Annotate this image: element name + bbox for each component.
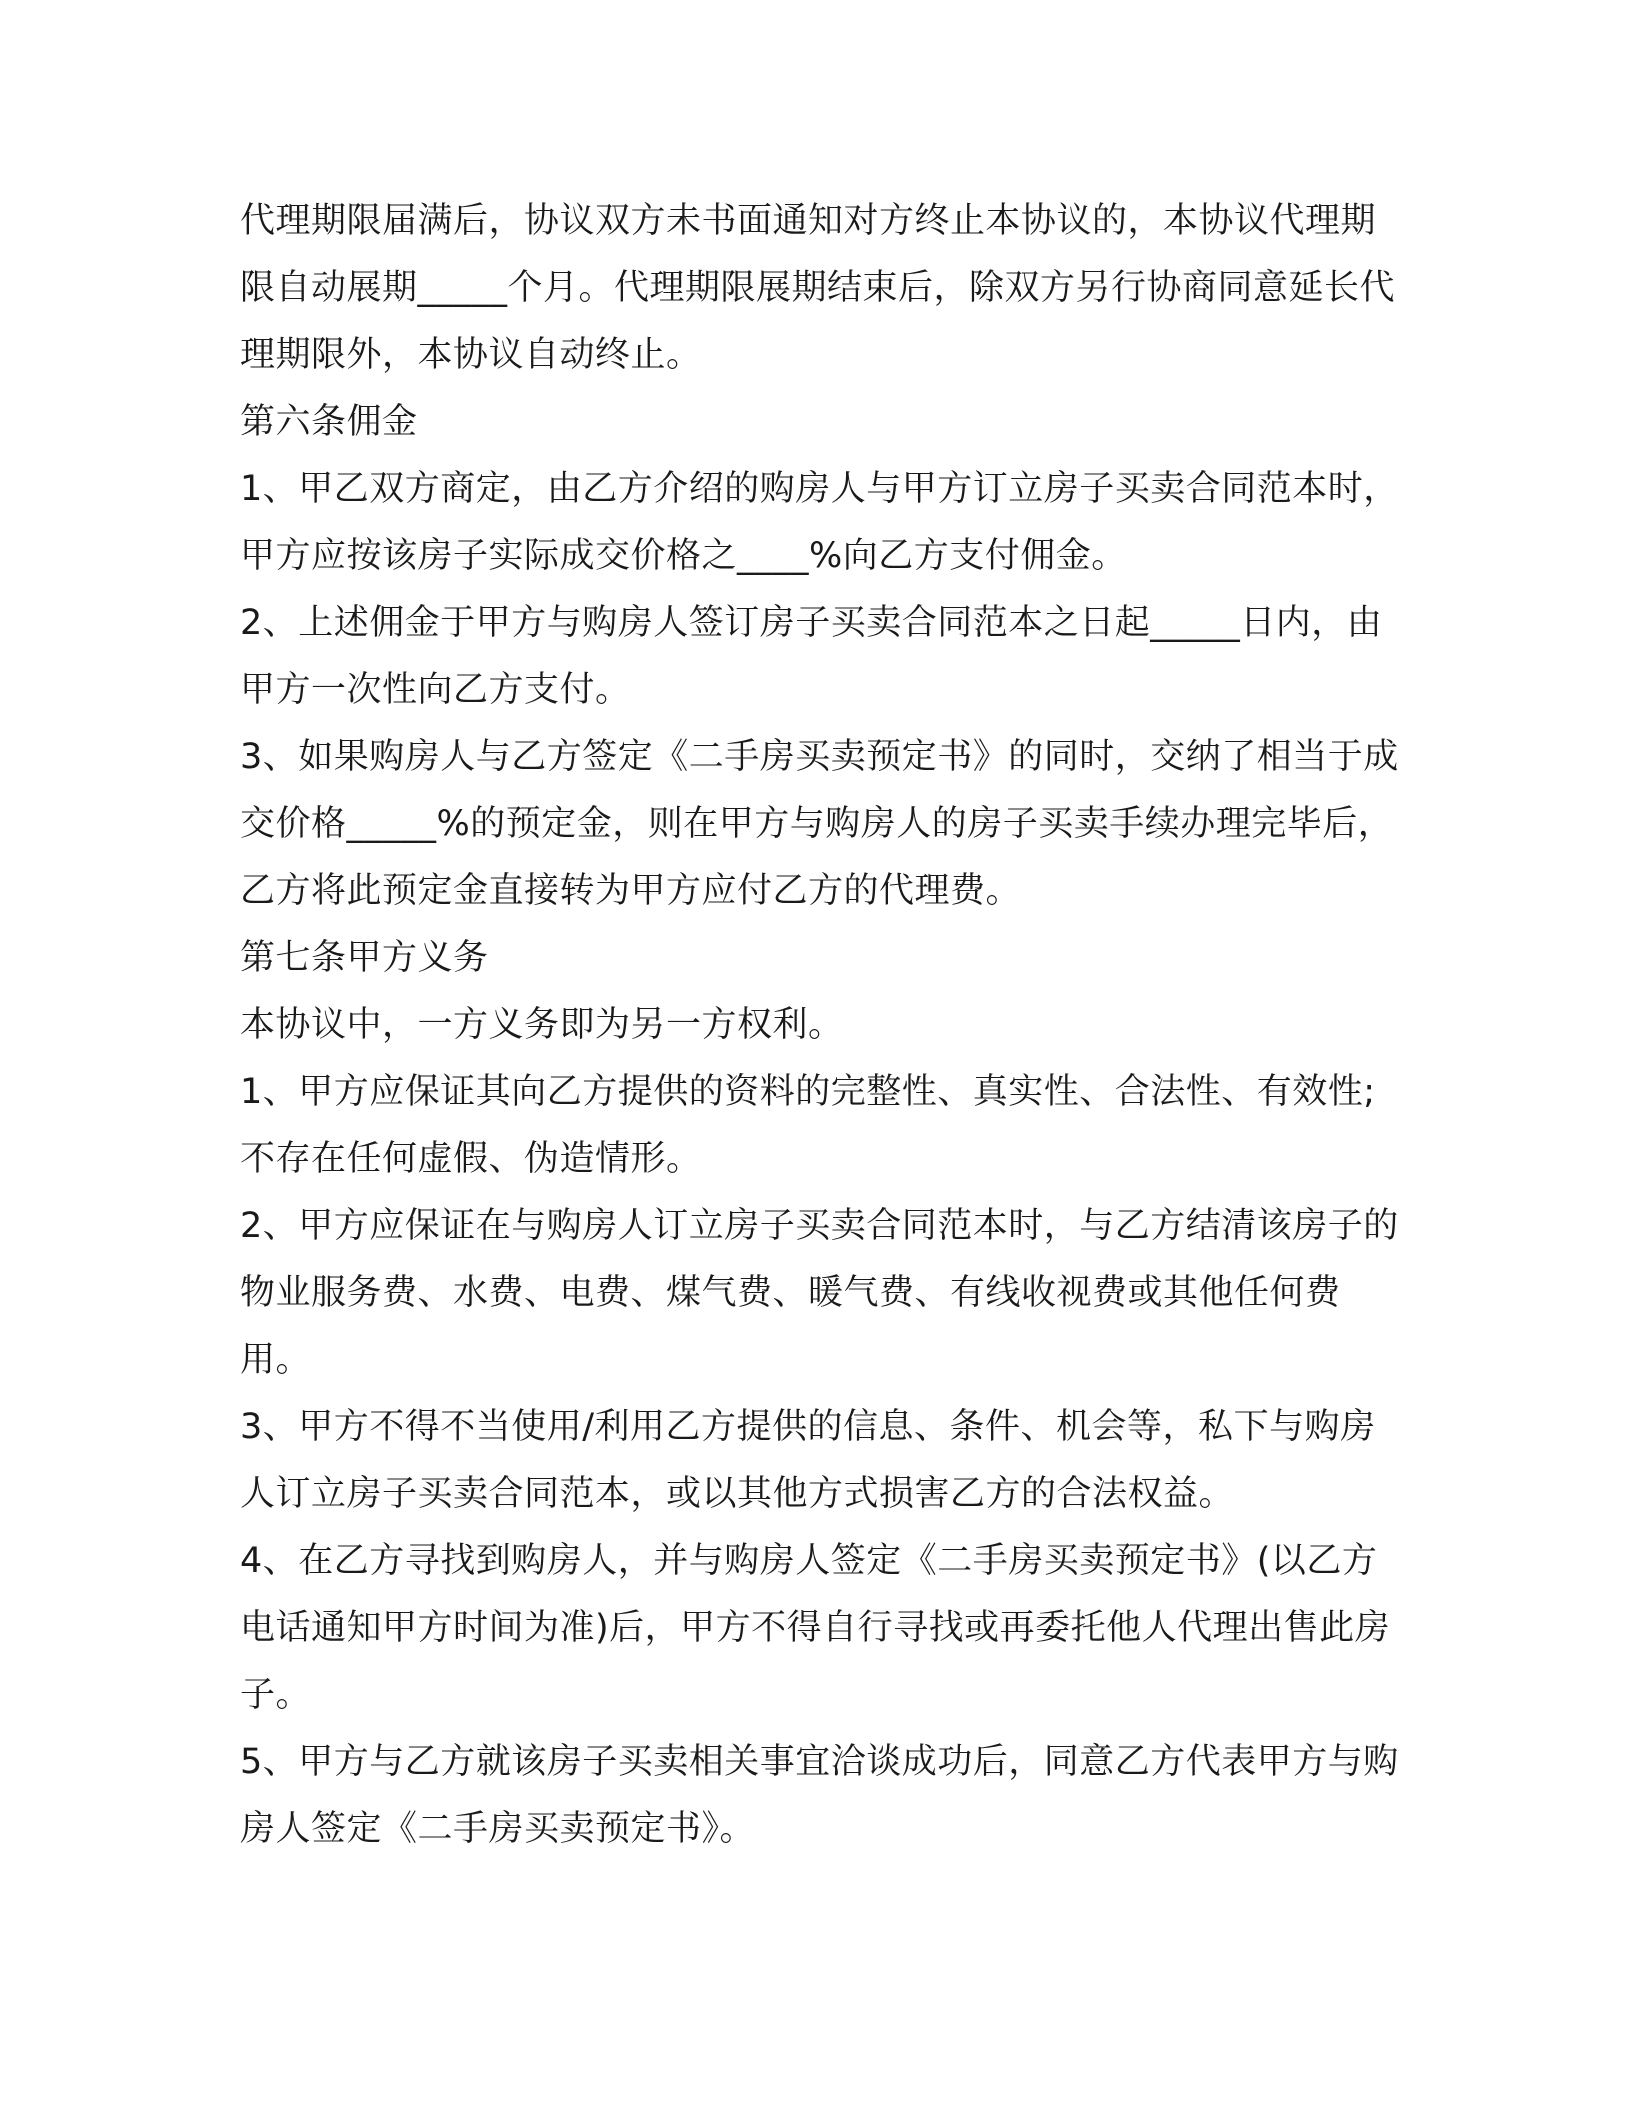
paragraph-obligation-4: 4、在乙方寻找到购房人，并与购房人签定《二手房买卖预定书》(以乙方电话通知甲方时间为准)后，甲方不得自行寻找或再委托他人代理出售此房子。 bbox=[240, 1541, 1391, 1715]
paragraph-obligation-3: 3、甲方不得不当使用/利用乙方提供的信息、条件、机会等，私下与购房人订立房子买卖合同范本，或以其他方式损害乙方的合法权益。 bbox=[240, 1407, 1376, 1514]
paragraph-obligation-2: 2、甲方应保证在与购房人订立房子买卖合同范本时，与乙方结清该房子的物业服务费、水费、电费、煤气费、暖气费、有线收视费或其他任何费用。 bbox=[240, 1206, 1399, 1380]
heading-article-7: 第七条甲方义务 bbox=[240, 938, 489, 978]
paragraph-term-renewal: 代理期限届满后，协议双方未书面通知对方终止本协议的，本协议代理期限自动展期_____个月。代理期限展期结束后，除双方另行协商同意延长代理期限外，本协议自动终止。 bbox=[240, 201, 1396, 375]
paragraph-obligation-5: 5、甲方与乙方就该房子买卖相关事宜洽谈成功后，同意乙方代表甲方与购房人签定《二手房买卖预定书》。 bbox=[240, 1742, 1399, 1849]
paragraph-commission-3: 3、如果购房人与乙方签定《二手房买卖预定书》的同时，交纳了相当于成交价格_____%的预定金，则在甲方与购房人的房子买卖手续办理完毕后，乙方将此预定金直接转为甲方应付乙方的代理费。 bbox=[240, 737, 1399, 911]
paragraph-obligation-intro: 本协议中，一方义务即为另一方权利。 bbox=[240, 1005, 844, 1045]
heading-article-6: 第六条佣金 bbox=[240, 402, 418, 442]
paragraph-commission-2: 2、上述佣金于甲方与购房人签订房子买卖合同范本之日起_____日内，由甲方一次性向乙方支付。 bbox=[240, 603, 1383, 710]
document-body bbox=[240, 188, 1400, 1863]
paragraph-obligation-1: 1、甲方应保证其向乙方提供的资料的完整性、真实性、合法性、有效性;不存在任何虚假、伪造情形。 bbox=[240, 1072, 1376, 1179]
paragraph-commission-1: 1、甲乙双方商定，由乙方介绍的购房人与甲方订立房子买卖合同范本时，甲方应按该房子实际成交价格之____%向乙方支付佣金。 bbox=[240, 469, 1399, 576]
